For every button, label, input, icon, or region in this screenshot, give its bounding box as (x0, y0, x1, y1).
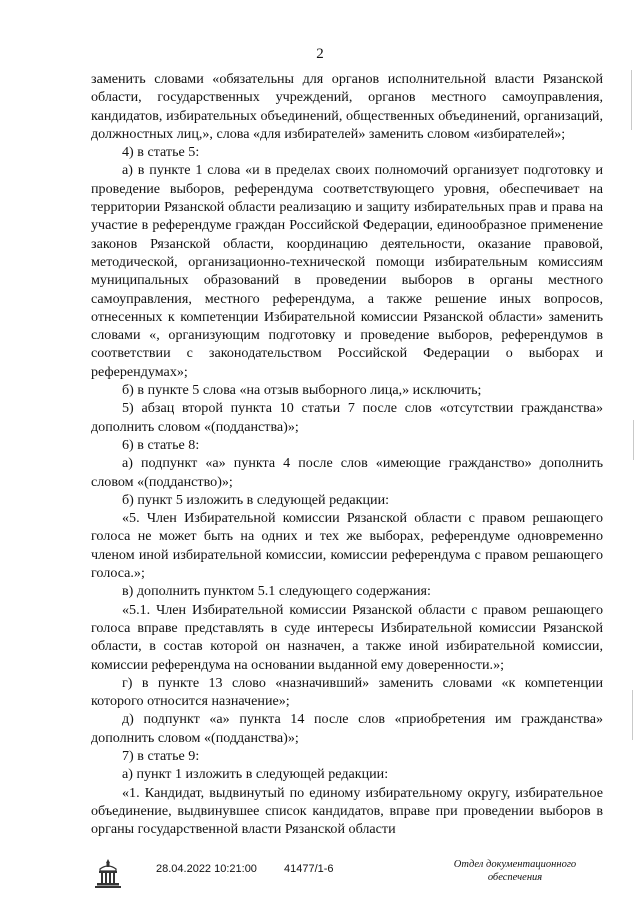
scan-edge-mark (632, 690, 633, 740)
paragraph: «5.1. Член Избирательной комиссии Рязанской области с правом решающего голоса вправе представлять в суде интересы Избирательной комиссии Рязанской области, в состав которой он назначен, а также иной избирательной комиссии, комиссии референдума на основании выданной ему доверенности.»; (91, 601, 603, 673)
scan-edge-mark (631, 70, 632, 130)
paragraph: г) в пункте 13 слово «назначивший» заменить словами «к компетенции которого относится назначение»; (91, 674, 603, 710)
paragraph: в) дополнить пунктом 5.1 следующего содержания: (122, 583, 431, 600)
paragraph: д) подпункт «а» пункта 14 после слов «приобретения им гражданства» дополнить словом «(подданства)»; (91, 711, 603, 746)
footer-department-line2: обеспечения (487, 872, 543, 883)
emblem-icon (94, 857, 122, 889)
paragraph: 4) в статье 5: (122, 144, 200, 161)
page-number: 2 (316, 46, 324, 62)
footer-doc-number: 41477/1-6 (284, 863, 334, 875)
paragraph: а) пункт 1 изложить в следующей редакции: (122, 766, 389, 783)
paragraph: 7) в статье 9: (122, 747, 200, 764)
paragraph: б) пункт 5 изложить в следующей редакции: (122, 491, 390, 508)
paragraph: б) в пункте 5 слова «на отзыв выборного лица,» исключить; (122, 382, 482, 399)
paragraph: а) подпункт «а» пункта 4 после слов «имеющие гражданство» дополнить словом «(подданство)»; (91, 455, 603, 490)
document-body (91, 70, 603, 838)
footer-datetime: 28.04.2022 10:21:00 (156, 863, 257, 875)
footer-department (445, 858, 585, 884)
paragraph: 6) в статье 8: (122, 436, 200, 453)
scan-edge-mark (633, 420, 634, 460)
footer-department-line1: Отдел документационного (453, 859, 577, 870)
paragraph: 5) абзац второй пункта 10 статьи 7 после слов «отсутствии гражданства» дополнить словом «(подданства)»; (91, 400, 603, 435)
paragraph: заменить словами «обязательны для органов исполнительной власти Рязанской области, государственных учреждений, органов местного самоуправления, кандидатов, избирательных объединений, общественных объединений, организаций, должностных лиц,», слова «для избирателей» заменить словом «избирателей»; (91, 71, 603, 142)
paragraph: а) в пункте 1 слова «и в пределах своих полномочий организует подготовку и проведение выборов, референдума соответствующего уровня, обеспечивает на территории Рязанской области реализацию и защиту избирательных прав и права на участие в референдуме граждан Российской Федерации, единообразное применение законов Рязанской области, координацию деятельности, оказание правовой, методической, организационно-технической помощи избирательным комиссиям муниципальных образований в проведении выборов в органы местного самоуправления, местного референдума, а также решение иных вопросов, отнесенных к компетенции Избирательной комиссии Рязанской области» заменить словами «, организующим подготовку и проведение выборов, референдумов в соответствии с законодательством Российской Федерации о выборах и референдумах»; (91, 162, 603, 380)
paragraph: «1. Кандидат, выдвинутый по единому избирательному округу, избирательное объединение, выдвинувшее список кандидатов, вправе при проведении выборов в органы государственной власти Рязанской области (91, 784, 603, 838)
paragraph: «5. Член Избирательной комиссии Рязанской области с правом решающего голоса не может быть на одних и тех же выборах, референдуме одновременно членом иной избирательной комиссии, комиссии референдума с правом решающего голоса.»; (91, 510, 603, 582)
